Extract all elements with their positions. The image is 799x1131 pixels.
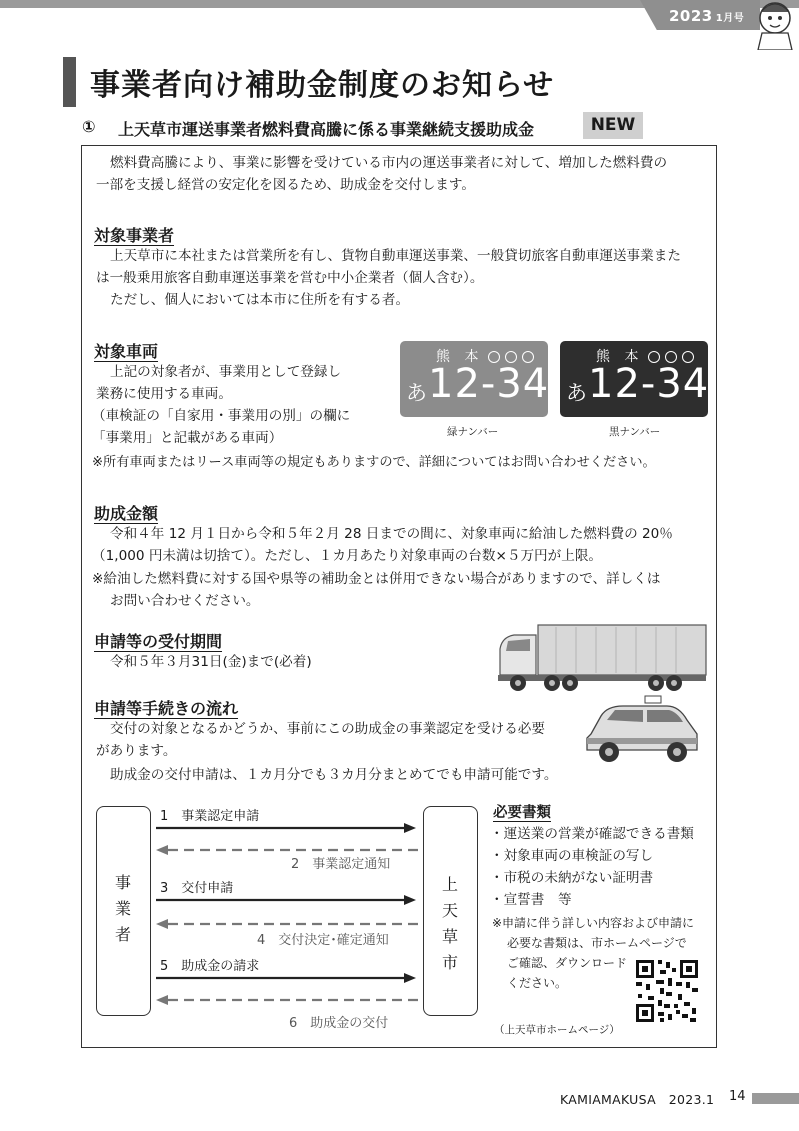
procedure-line-3: 助成金の交付申請は、１カ月分でも３カ月分まとめてでも申請可能です。	[110, 767, 558, 783]
period-heading: 申請等の受付期間	[94, 632, 223, 651]
procedure-line-1: 交付の対象となるかどうか、事前にこの助成金の事業認定を受ける必要	[110, 721, 545, 737]
documents-heading: 必要書類	[493, 805, 551, 821]
target-business-heading: 対象事業者	[94, 226, 175, 245]
documents-note-2: 必要な書類は、市ホームページで	[507, 936, 687, 950]
procedure-line-2: があります。	[96, 743, 177, 759]
documents-note-1: ※申請に伴う詳しい内容および申請に	[492, 916, 695, 930]
taxi-illustration	[583, 694, 703, 766]
black-plate-caption: 黒ナンバー	[609, 426, 661, 438]
target-vehicle-line-2: 業務に使用する車両。	[96, 386, 232, 402]
target-vehicle-heading: 対象車両	[94, 342, 159, 361]
flow-step-1: 1 事業認定申請	[160, 809, 260, 824]
new-badge: NEW	[583, 112, 643, 139]
flow-step-3: 3 交付申請	[160, 881, 234, 896]
qr-code-icon[interactable]	[634, 958, 700, 1024]
target-vehicle-line-4: 「事業用」と記載がある車両）	[92, 430, 283, 446]
intro-line-1: 燃料費高騰により、事業に影響を受けている市内の運送事業者に対して、増加した燃料費の	[110, 155, 668, 171]
target-business-line-2: は一般乗用旅客自動車運送事業を営む中小企業者（個人含む）。	[96, 270, 484, 286]
issue-label: 2023 1月号	[669, 7, 745, 25]
amount-line-2: （1,000 円未満は切捨て）。ただし、１カ月あたり対象車両の台数×５万円が上限。	[92, 548, 603, 564]
amount-line-4: お問い合わせください。	[110, 593, 260, 609]
section-number: ①	[82, 117, 96, 136]
amount-heading: 助成金額	[94, 504, 159, 523]
document-item-4: ・宣誓書 等	[490, 892, 572, 908]
black-license-plate: 熊 本 あ 12-34	[560, 341, 708, 417]
section-title: 上天草市運送事業者燃料費高騰に係る事業継続支援助成金	[118, 120, 535, 139]
flow-arrows	[150, 820, 425, 1010]
amount-line-3: ※給油した燃料費に対する国や県等の補助金とは併用できない場合がありますので、詳しくは	[92, 571, 661, 587]
truck-illustration	[496, 621, 708, 693]
footer-bar	[752, 1093, 799, 1104]
amount-line-1: 令和４年 12 月１日から令和５年２月 28 日までの間に、対象車両に給油した燃料費の 20％	[110, 526, 673, 542]
qr-caption: （上天草市ホームページ）	[494, 1024, 620, 1036]
business-operator-label: 事 業 者	[114, 873, 131, 944]
document-item-2: ・対象車両の車検証の写し	[490, 848, 654, 864]
period-text: 令和５年３月31日(金)まで(必着)	[110, 654, 312, 670]
flow-step-5: 5 助成金の請求	[160, 959, 260, 974]
page-title: 事業者向け補助金制度のお知らせ	[90, 68, 555, 103]
target-vehicle-note: ※所有車両またはリース車両等の規定もありますので、詳細についてはお問い合わせください。	[92, 455, 656, 470]
target-business-line-3: ただし、個人においては本市に住所を有する者。	[110, 292, 410, 308]
mascot-icon	[752, 0, 799, 50]
title-accent-bar	[63, 57, 76, 107]
city-label: 上 天 草 市	[441, 875, 458, 972]
target-vehicle-line-3: （車検証の「自家用・事業用の別」の欄に	[92, 408, 351, 424]
footer-publication: KAMIAMAKUSA 2023.1	[560, 1092, 715, 1107]
green-plate-caption: 緑ナンバー	[447, 426, 499, 438]
page-number: 14	[729, 1089, 746, 1104]
flow-step-2: 2 事業認定通知	[291, 857, 391, 872]
procedure-heading: 申請等手続きの流れ	[94, 699, 239, 718]
documents-note-3: ご確認、ダウンロード	[507, 956, 628, 970]
document-item-3: ・市税の未納がない証明書	[490, 870, 654, 886]
documents-note-4: ください。	[507, 976, 568, 990]
green-license-plate: 熊 本 あ 12-34	[400, 341, 548, 417]
intro-line-2: 一部を支援し経営の安定化を図るため、助成金を交付します。	[96, 177, 475, 193]
flow-step-4: 4 交付決定･確定通知	[257, 933, 389, 948]
target-business-line-1: 上天草市に本社または営業所を有し、貨物自動車運送事業、一般貸切旅客自動車運送事業また	[110, 248, 681, 264]
document-item-1: ・運送業の営業が確認できる書類	[490, 826, 694, 842]
target-vehicle-line-1: 上記の対象者が、事業用として登録し	[110, 364, 342, 380]
flow-step-6: 6 助成金の交付	[289, 1016, 389, 1031]
